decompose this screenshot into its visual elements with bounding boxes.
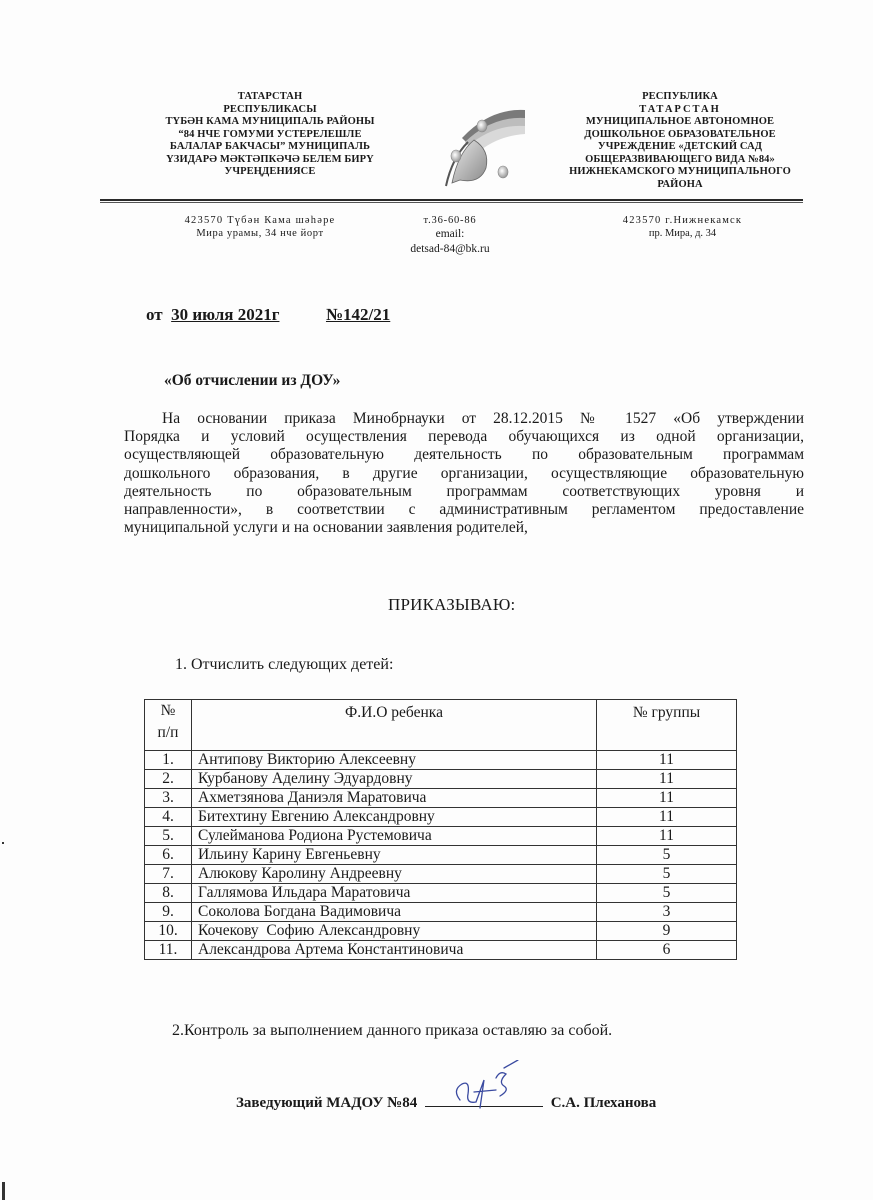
table-row — [145, 865, 737, 884]
table-row — [145, 922, 737, 941]
signatory-name: С.А. Плеханова — [550, 1095, 657, 1111]
row-num: 11. — [145, 941, 192, 960]
table-row — [145, 941, 737, 960]
right-org-line: МУНИЦИПАЛЬНОЕ АВТОНОМНОЕ — [585, 116, 775, 127]
right-address — [595, 214, 770, 240]
left-org-line: “84 НЧЕ ГОМУМИ УСТЕРЕЛЕШЛЕ — [178, 128, 362, 140]
row-group: 11 — [597, 827, 737, 846]
signatory-position: Заведующий МАДОУ №84 — [236, 1095, 418, 1111]
row-num: 10. — [145, 922, 192, 941]
row-num: 2. — [145, 770, 192, 789]
table-row — [145, 884, 737, 903]
order-date: 30 июля 2021г — [171, 305, 280, 324]
row-name: Битехтину Евгению Александровну — [192, 808, 597, 827]
row-name: Курбанову Аделину Эдуардовну — [192, 770, 597, 789]
table-header-row — [145, 700, 737, 751]
row-group: 5 — [597, 865, 737, 884]
row-name: Ильину Карину Евгеньевну — [192, 846, 597, 865]
left-org-line: ТАТАРСТАН — [237, 91, 303, 102]
row-num: 5. — [145, 827, 192, 846]
table-row — [145, 808, 737, 827]
row-group: 5 — [597, 884, 737, 903]
left-address-line: 423570 Түбән Кама шәһәре — [184, 215, 336, 226]
row-name: Сулейманова Родиона Рустемовича — [192, 827, 597, 846]
row-name: Галлямова Ильдара Маратовича — [192, 884, 597, 903]
header-divider — [100, 199, 803, 203]
date-prefix: от — [146, 305, 163, 324]
left-org-line: УЧРЕҢДЕНИЯСЕ — [224, 166, 316, 177]
row-group: 11 — [597, 808, 737, 827]
header-num-line1: № — [160, 702, 176, 719]
preamble-line: На основании приказа Минобрнауки от 28.12.2015 № 1527 «Об утверждении — [162, 410, 804, 427]
row-name: Алюкову Каролину Андреевну — [192, 865, 597, 884]
row-name: Антипову Викторию Алексеевну — [192, 751, 597, 770]
header-num — [145, 700, 192, 751]
row-group: 6 — [597, 941, 737, 960]
row-group: 11 — [597, 789, 737, 808]
left-org-line: РЕСПУБЛИКАСЫ — [223, 103, 317, 115]
scan-mark — [2, 842, 4, 844]
children-table — [144, 699, 737, 960]
right-org-line: РЕСПУБЛИКА — [642, 91, 718, 102]
row-num: 6. — [145, 846, 192, 865]
order-date-number — [146, 305, 390, 325]
left-org-line: ҮЗИДАРӘ МӘКТӘПКӘЧӘ БЕЛЕМ БИРҮ — [166, 153, 374, 165]
preamble-line: деятельность по образовательным программам соответствующих уровня и — [124, 482, 804, 500]
left-org-header — [120, 91, 420, 179]
kindergarten-logo-icon — [430, 98, 530, 188]
row-num: 7. — [145, 865, 192, 884]
directive-heading: ПРИКАЗЫВАЮ: — [388, 595, 516, 614]
email-label: email: — [435, 228, 465, 240]
item-1-text: 1. Отчислить следующих детей: — [175, 656, 394, 673]
row-num: 8. — [145, 884, 192, 903]
preamble-line: направленности», в соответствии с административным регламентом предоставление — [124, 501, 804, 519]
right-org-line: УЧРЕЖДЕНИЕ «ДЕТСКИЙ САД — [597, 141, 763, 152]
preamble-paragraph — [124, 410, 804, 537]
row-group: 3 — [597, 903, 737, 922]
table-row — [145, 770, 737, 789]
order-subject: «Об отчислении из ДОУ» — [164, 372, 341, 389]
row-name: Кочекову Софию Александровну — [192, 922, 597, 941]
scan-mark — [2, 1182, 5, 1200]
phone-number: т.36-60-86 — [423, 215, 477, 226]
row-num: 4. — [145, 808, 192, 827]
table-row — [145, 789, 737, 808]
right-org-line: ДОШКОЛЬНОЕ ОБРАЗОВАТЕЛЬНОЕ — [584, 128, 776, 140]
row-group: 11 — [597, 770, 737, 789]
preamble-line: Порядка и условий осуществления перевода обучающихся из одной организации, — [124, 428, 804, 446]
row-group: 5 — [597, 846, 737, 865]
preamble-line: дошкольного образования, в другие организации, осуществляющие образовательную — [124, 464, 804, 482]
left-org-line: ТҮБӘН КАМА МУНИЦИПАЛЬ РАЙОНЫ — [165, 116, 375, 127]
order-number: №142/21 — [325, 305, 391, 324]
row-num: 3. — [145, 789, 192, 808]
left-org-line: БАЛАЛАР БАКЧАСЫ” МУНИЦИПАЛЬ — [169, 141, 371, 152]
item-2-text: 2.Контроль за выполнением данного приказа оставляю за собой. — [172, 1022, 613, 1039]
right-address-line: пр. Мира, д. 34 — [648, 228, 717, 239]
row-group: 9 — [597, 922, 737, 941]
row-name: Александрова Артема Константиновича — [192, 941, 597, 960]
row-name: Соколова Богдана Вадимовича — [192, 903, 597, 922]
right-org-line: РАЙОНА — [657, 178, 703, 190]
right-org-line: ТАТАРСТАН — [639, 103, 721, 115]
header-num-line2: п/п — [157, 724, 179, 741]
row-group: 11 — [597, 751, 737, 770]
row-num: 9. — [145, 903, 192, 922]
table-row — [145, 903, 737, 922]
right-org-line: НИЖНЕКАМСКОГО МУНИЦИПАЛЬНОГО — [569, 166, 791, 177]
row-num: 1. — [145, 751, 192, 770]
table-row — [145, 846, 737, 865]
preamble-line: осуществляющей образовательную деятельность по образовательным программам — [124, 446, 804, 464]
row-name: Ахметзянова Даниэля Маратовича — [192, 789, 597, 808]
table-row — [145, 827, 737, 846]
header-name: Ф.И.О ребенка — [192, 700, 597, 751]
handwritten-signature-icon — [440, 1060, 530, 1115]
header-group: № группы — [597, 700, 737, 751]
left-address — [170, 214, 350, 240]
table-row — [145, 751, 737, 770]
preamble-line: муниципальной услуги и на основании заявления родителей, — [124, 519, 528, 537]
email-address: detsad-84@bk.ru — [410, 243, 490, 255]
right-address-line: 423570 г.Нижнекамск — [622, 215, 743, 226]
center-contact — [390, 214, 510, 256]
left-address-line: Мира урамы, 34 нче йорт — [196, 228, 324, 239]
right-org-header — [545, 91, 815, 191]
right-org-line: ОБЩЕРАЗВИВАЮЩЕГО ВИДА №84» — [585, 153, 775, 165]
